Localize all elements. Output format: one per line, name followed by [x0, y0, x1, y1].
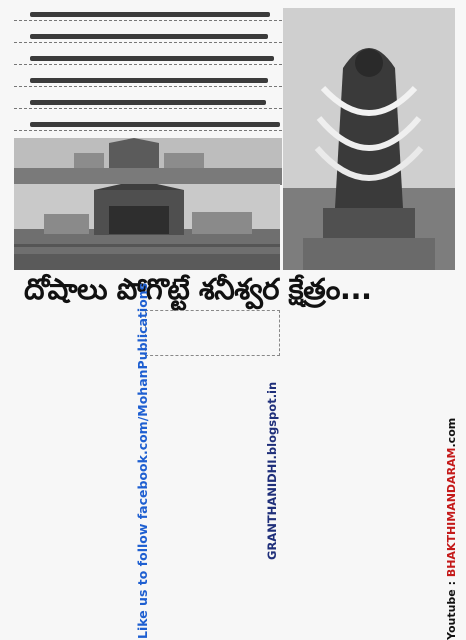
youtube-watermark-suffix: .com — [445, 417, 458, 448]
intro-text-block — [14, 8, 282, 185]
body-column-2 — [145, 358, 278, 638]
facebook-watermark: Like us to follow facebook.com/MohanPublications — [135, 282, 150, 639]
body-column-3 — [297, 310, 449, 638]
shani-deity-photo — [283, 8, 455, 270]
quote-box — [145, 310, 280, 356]
blog-watermark: GRANTHANIDHI.blogspot.in — [265, 381, 279, 560]
title-strip — [10, 270, 456, 310]
temple-photo — [14, 184, 280, 270]
article-title: దోషాలు పోగొట్టే శనీశ్వర క్షేత్రం... — [24, 272, 372, 306]
youtube-watermark-prefix: Youtube : — [445, 577, 458, 640]
youtube-watermark — [445, 418, 458, 640]
youtube-watermark-main: BHAKTHIMANDARAM — [445, 447, 458, 578]
body-column-1 — [18, 310, 136, 638]
temple-photo-top — [14, 138, 282, 185]
